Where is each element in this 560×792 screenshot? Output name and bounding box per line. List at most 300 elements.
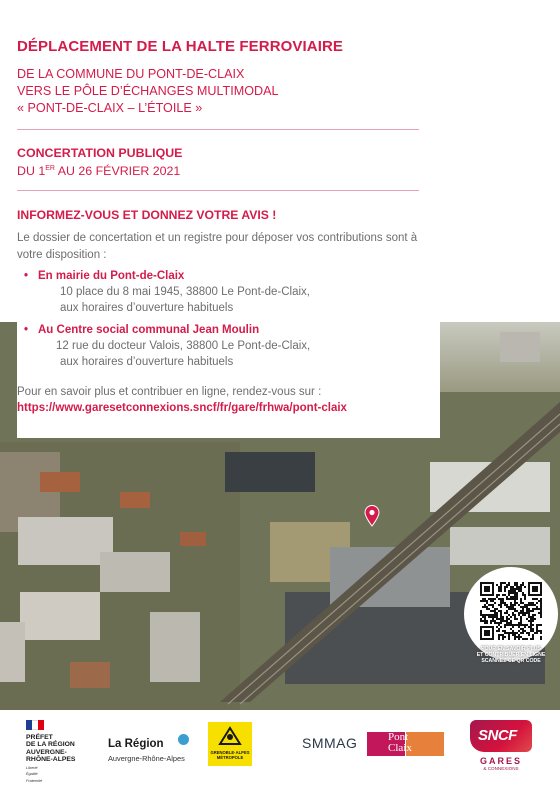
pdc-text [388,732,412,754]
qr-module [484,598,486,600]
qr-module [518,588,520,590]
qr-module [532,620,534,622]
qr-module [484,616,486,618]
qr-module [530,604,532,606]
qr-module [522,632,524,634]
qr-module [504,604,506,606]
qr-module [488,604,490,606]
qr-module [506,616,508,618]
qr-module [508,636,510,638]
qr-module [500,610,502,612]
qr-module [518,612,520,614]
qr-module [510,616,512,618]
qr-module [500,602,502,604]
qr-module [520,600,522,602]
qr-module [502,594,504,596]
qr-module [528,620,530,622]
qr-module [518,638,520,640]
qr-module [500,616,502,618]
qr-module [500,620,502,622]
qr-module [480,618,482,620]
qr-module [540,608,542,610]
qr-module [500,598,502,600]
location-hours: aux horaires d’ouverture habituels [60,356,234,368]
qr-module [486,608,488,610]
qr-module [498,636,500,638]
qr-module [512,634,514,636]
qr-module [504,632,506,634]
qr-module [502,618,504,620]
qr-module [524,598,526,600]
qr-module [514,590,516,592]
qr-module [526,606,528,608]
qr-module [528,616,530,618]
qr-module [508,618,510,620]
qr-module [534,618,536,620]
qr-module [530,628,532,630]
qr-module [480,620,482,622]
subtitle-line: VERS LE PÔLE D’ÉCHANGES MULTIMODAL [17,84,279,98]
qr-module [506,586,508,588]
qr-module [540,638,542,640]
qr-module [534,604,536,606]
qr-module [484,620,486,622]
qr-module [500,622,502,624]
qr-module [484,622,486,624]
qr-module [512,596,514,598]
qr-module [520,632,522,634]
region-name: La Région [108,738,164,750]
qr-module [532,630,534,632]
qr-module [524,586,526,588]
qr-module [486,614,488,616]
prefet-motto: Égalité [26,772,38,777]
qr-module [494,614,496,616]
bullet-icon: • [24,324,29,336]
qr-module [528,632,530,634]
info-heading: INFORMEZ-VOUS ET DONNEZ VOTRE AVIS ! [17,208,277,222]
qr-module [534,608,536,610]
qr-module [510,606,512,608]
prefet-line: DE LA RÉGION [26,741,75,749]
qr-module [504,630,506,632]
qr-module [506,622,508,624]
qr-module [520,590,522,592]
qr-module [524,594,526,596]
qr-module [484,604,486,606]
qr-module [532,604,534,606]
qr-module [498,618,500,620]
qr-module [496,626,498,628]
gam-line: MÉTROPOLE [216,755,244,760]
qr-module [540,610,542,612]
qr-module [516,618,518,620]
qr-module [528,612,530,614]
qr-module [532,616,534,618]
qr-module [482,600,484,602]
qr-module [540,624,542,626]
qr-module [490,622,492,624]
qr-module [508,584,510,586]
qr-module [514,604,516,606]
qr-module [520,598,522,600]
qr-module [506,610,508,612]
qr-module [500,582,502,584]
qr-module [528,604,530,606]
qr-module [504,590,506,592]
qr-module [520,622,522,624]
qr-module [516,586,518,588]
qr-module [510,624,512,626]
qr-module [488,608,490,610]
qr-finder-mark [484,586,490,592]
pdc-line: Pont [388,731,409,743]
qr-module [482,598,484,600]
qr-module [536,628,538,630]
qr-module [532,618,534,620]
qr-module [490,610,492,612]
qr-module [498,598,500,600]
smmag-logo: SMMAG [302,735,358,751]
qr-module [520,610,522,612]
qr-module [516,610,518,612]
poster-title: DÉPLACEMENT DE LA HALTE FERROVIAIRE [17,38,344,55]
qr-module [512,590,514,592]
qr-module [522,624,524,626]
divider [17,190,419,191]
qr-module [508,598,510,600]
qr-module [506,618,508,620]
qr-module [482,614,484,616]
qr-module [526,610,528,612]
qr-module [506,596,508,598]
qr-module [494,622,496,624]
qr-module [484,606,486,608]
qr-module [540,606,542,608]
qr-module [530,602,532,604]
qr-module [522,582,524,584]
qr-module [536,606,538,608]
qr-module [512,588,514,590]
qr-module [496,612,498,614]
qr-module [508,592,510,594]
qr-module [526,604,528,606]
qr-module [512,626,514,628]
subtitle-line: DE LA COMMUNE DU PONT-DE-CLAIX [17,67,245,81]
qr-module [504,636,506,638]
qr-module [500,588,502,590]
qr-module [524,606,526,608]
qr-module [494,616,496,618]
qr-module [532,598,534,600]
qr-module [520,628,522,630]
qr-module [518,614,520,616]
qr-module [502,600,504,602]
subtitle-line: « PONT-DE-CLAIX – L’ÉTOILE » [17,101,203,115]
qr-module [540,614,542,616]
qr-module [514,634,516,636]
qr-module [506,598,508,600]
qr-module [514,608,516,610]
qr-module [526,632,528,634]
qr-module [490,616,492,618]
qr-module [506,632,508,634]
prefet-line: PRÉFET [26,734,53,741]
qr-module [500,584,502,586]
qr-module [538,624,540,626]
qr-module [504,602,506,604]
qr-module [500,612,502,614]
qr-module [494,608,496,610]
qr-module [514,596,516,598]
qr-module [520,588,522,590]
region-sub: Auvergne-Rhône-Alpes [108,754,185,763]
qr-module [492,600,494,602]
sncf-gares-connexions-logo [470,720,538,771]
qr-module [504,588,506,590]
qr-module [498,588,500,590]
qr-module [524,614,526,616]
qr-module [522,608,524,610]
qr-module [498,610,500,612]
qr-module [484,618,486,620]
gam-text [208,750,252,760]
qr-module [534,632,536,634]
qr-code[interactable] [480,582,542,640]
qr-module [510,608,512,610]
qr-module [522,612,524,614]
qr-module [516,592,518,594]
qr-module [536,624,538,626]
qr-module [518,622,520,624]
qr-module [488,614,490,616]
partner-logos [0,710,560,792]
qr-module [496,608,498,610]
qr-module [514,584,516,586]
qr-module [494,602,496,604]
prefet-logo [26,720,96,783]
qr-module [508,582,510,584]
location-address: 12 rue du docteur Valois, 38800 Le Pont-de-Claix, [56,340,311,352]
qr-module [504,620,506,622]
qr-module [530,610,532,612]
qr-module [526,608,528,610]
qr-module [532,614,534,616]
qr-module [510,596,512,598]
qr-module [514,588,516,590]
qr-module [520,624,522,626]
qr-module [520,586,522,588]
qr-module [510,632,512,634]
qr-module [490,614,492,616]
qr-module [532,636,534,638]
qr-module [532,624,534,626]
qr-module [522,638,524,640]
qr-module [540,632,542,634]
qr-module [510,602,512,604]
qr-module [514,600,516,602]
qr-module [520,620,522,622]
qr-module [504,624,506,626]
qr-module [506,584,508,586]
qr-module [528,602,530,604]
qr-module [506,620,508,622]
qr-module [520,602,522,604]
qr-module [540,630,542,632]
qr-module [518,586,520,588]
qr-module [510,620,512,622]
qr-module [492,616,494,618]
qr-module [530,620,532,622]
qr-module [510,604,512,606]
qr-module [504,594,506,596]
qr-module [492,618,494,620]
qr-module [496,584,498,586]
qr-module [522,610,524,612]
qr-module [514,618,516,620]
qr-module [522,606,524,608]
qr-module [510,590,512,592]
qr-module [514,592,516,594]
gam-symbol-icon [208,722,252,748]
qr-module [522,584,524,586]
info-intro: Le dossier de concertation et un registre pour déposer vos contributions sont à votre disposition : [17,232,418,261]
french-flag-icon [26,720,44,730]
qr-module [496,594,498,596]
qr-module [482,606,484,608]
qr-module [518,630,520,632]
qr-module [518,624,520,626]
qr-module [516,598,518,600]
qr-module [532,638,534,640]
qr-module [540,636,542,638]
qr-module [506,612,508,614]
qr-module [512,604,514,606]
qr-module [528,626,530,628]
qr-module [506,604,508,606]
qr-caption-line: POUR EN SAVOIR PLUS [481,646,541,652]
qr-module [498,624,500,626]
location-name: En mairie du Pont-de-Claix [38,270,185,282]
location-address: 10 place du 8 mai 1945, 38800 Le Pont-de-Claix, [60,286,310,298]
qr-module [508,606,510,608]
qr-module [492,604,494,606]
qr-module [512,598,514,600]
qr-module [520,584,522,586]
dates-suffix: AU 26 FÉVRIER 2021 [54,164,181,178]
qr-module [512,586,514,588]
qr-module [502,598,504,600]
qr-module [500,614,502,616]
qr-module [524,612,526,614]
qr-module [532,628,534,630]
qr-module [492,610,494,612]
qr-module [488,598,490,600]
qr-module [498,628,500,630]
qr-module [496,596,498,598]
qr-module [500,604,502,606]
region-mountain-icon [178,734,189,745]
qr-module [504,626,506,628]
qr-module [518,636,520,638]
qr-module [508,634,510,636]
qr-module [514,602,516,604]
qr-module [486,622,488,624]
qr-module [502,638,504,640]
gam-line: GRENOBLE·ALPES [210,750,250,755]
sncf-badge [470,720,532,752]
qr-module [528,608,530,610]
qr-module [504,586,506,588]
qr-module [480,600,482,602]
qr-module [530,616,532,618]
qr-module [480,612,482,614]
qr-caption [461,646,560,664]
qr-module [512,614,514,616]
pdc-line: Claix [388,742,412,754]
website-link[interactable]: https://www.garesetconnexions.sncf/fr/gare/frhwa/pont-claix [17,402,347,414]
qr-module [534,598,536,600]
qr-module [498,630,500,632]
qr-module [528,610,530,612]
qr-module [514,614,516,616]
qr-caption-line: ET CONTRIBUER EN LIGNE [476,652,546,658]
qr-module [514,582,516,584]
qr-module [514,594,516,596]
qr-module [502,602,504,604]
prefet-motto: Fraternité [26,778,43,783]
qr-module [504,612,506,614]
qr-module [540,598,542,600]
qr-module [500,586,502,588]
qr-module [538,608,540,610]
qr-module [506,606,508,608]
qr-module [506,624,508,626]
qr-module [518,604,520,606]
qr-module [498,634,500,636]
qr-finder-mark [532,586,538,592]
qr-module [538,612,540,614]
more-info-text: Pour en savoir plus et contribuer en ligne, rendez-vous sur : [17,386,322,398]
qr-module [524,638,526,640]
qr-module [514,638,516,640]
qr-module [538,630,540,632]
qr-module [510,598,512,600]
qr-module [516,636,518,638]
qr-module [486,606,488,608]
divider [17,129,419,130]
qr-module [516,602,518,604]
qr-module [500,634,502,636]
qr-module [536,632,538,634]
qr-module [486,620,488,622]
qr-module [532,608,534,610]
qr-module [490,600,492,602]
pont-de-claix-logo [367,732,444,756]
qr-module [532,610,534,612]
qr-module [500,626,502,628]
qr-module [496,618,498,620]
qr-module [516,632,518,634]
qr-module [532,602,534,604]
poster-subtitle [17,66,417,117]
qr-module [510,628,512,630]
qr-module [538,600,540,602]
qr-module [492,606,494,608]
qr-module [502,634,504,636]
qr-module [534,614,536,616]
qr-module [496,630,498,632]
